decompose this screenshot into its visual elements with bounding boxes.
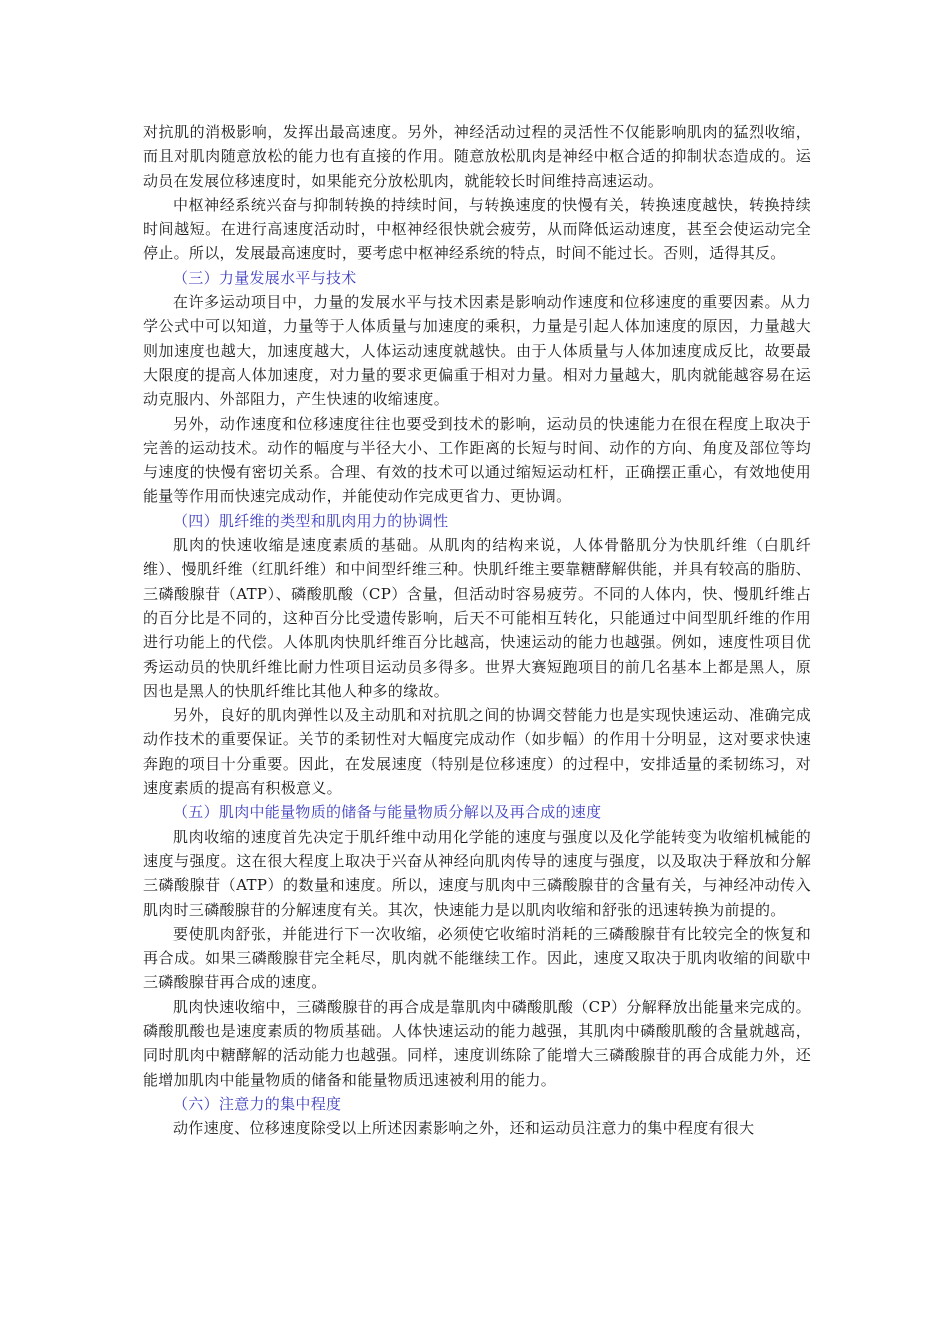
section-heading: （五）肌肉中能量物质的储备与能量物质分解以及再合成的速度 [173, 803, 602, 822]
paragraph: 动作速度、位移速度除受以上所述因素影响之外，还和运动员注意力的集中程度有很大 [173, 1119, 755, 1138]
section-heading: （三）力量发展水平与技术 [173, 268, 357, 287]
paragraph: 肌肉快速收缩中，三磷酸腺苷的再合成是靠肌肉中磷酸肌酸（CP）分解释放出能量来完成的。磷酸肌酸也是速度素质的物质基础。人体快速运动的能力越强，其肌肉中磷酸肌酸的含量就越高，同时肌肉中糖酵解的活动能力也越强。同样，速度训练除了能增大三磷酸腺苷的再合成能力外，还能增加肌肉中能量物质的储备和能量物质迅速被利用的能力。 [143, 997, 811, 1089]
paragraph: 要使肌肉舒张，并能进行下一次收缩，必须使它收缩时消耗的三磷酸腺苷有比较完全的恢复和再合成。如果三磷酸腺苷完全耗尽，肌肉就不能继续工作。因此，速度又取决于肌肉收缩的间歇中三磷酸腺苷再合成的速度。 [143, 924, 811, 992]
paragraph: 肌肉的快速收缩是速度素质的基础。从肌肉的结构来说，人体骨骼肌分为快肌纤维（白肌纤维）、慢肌纤维（红肌纤维）和中间型纤维三种。快肌纤维主要靠糖酵解供能，并具有较高的脂肪、三磷酸腺苷（ATP）、磷酸肌酸（CP）含量，但活动时容易疲劳。不同的人体内，快、慢肌纤维占的百分比是不同的，这种百分比受遗传影响，后天不可能相互转化，只能通过中间型肌纤维的作用进行功能上的代偿。人体肌肉快肌纤维百分比越高，快速运动的能力也越强。例如，速度性项目优秀运动员的快肌纤维比耐力性项目运动员多得多。世界大赛短跑项目的前几名基本上都是黑人，原因也是黑人的快肌纤维比其他人种多的缘故。 [143, 536, 811, 700]
paragraph: 另外，动作速度和位移速度往往也要受到技术的影响，运动员的快速能力在很在程度上取决于完善的运动技术。动作的幅度与半径大小、工作距离的长短与时间、动作的方向、角度及部位等均与速度的快慢有密切关系。合理、有效的技术可以通过缩短运动杠杆，正确摆正重心，有效地使用能量等作用而快速完成动作，并能使动作完成更省力、更协调。 [143, 414, 811, 506]
document-body [143, 120, 811, 1140]
paragraph: 另外，良好的肌肉弹性以及主动肌和对抗肌之间的协调交替能力也是实现快速运动、准确完成动作技术的重要保证。关节的柔韧性对大幅度完成动作（如步幅）的作用十分明显，这对要求快速奔跑的项目十分重要。因此，在发展速度（特别是位移速度）的过程中，安排适量的柔韧练习，对速度素质的提高有积极意义。 [143, 706, 811, 798]
paragraph: 在许多运动项目中，力量的发展水平与技术因素是影响动作速度和位移速度的重要因素。从力学公式中可以知道，力量等于人体质量与加速度的乘积，力量是引起人体加速度的原因，力量越大则加速度也越大，加速度越大，人体运动速度就越快。由于人体质量与人体加速度成反比，故要最大限度的提高人体加速度，对力量的要求更偏重于相对力量。相对力量越大，肌肉就能越容易在运动克服内、外部阻力，产生快速的收缩速度。 [143, 293, 811, 409]
section-heading: （四）肌纤维的类型和肌肉用力的协调性 [173, 511, 449, 530]
paragraph: 对抗肌的消极影响，发挥出最高速度。另外，神经活动过程的灵活性不仅能影响肌肉的猛烈收缩，而且对肌肉随意放松的能力也有直接的作用。随意放松肌肉是神经中枢合适的抑制状态造成的。运动员在发展位移速度时，如果能充分放松肌肉，就能较长时间维持高速运动。 [143, 123, 811, 190]
paragraph: 中枢神经系统兴奋与抑制转换的持续时间，与转换速度的快慢有关，转换速度越快，转换持续时间越短。在进行高速度活动时，中枢神经很快就会疲劳，从而降低运动速度，甚至会使运动完全停止。所以，发展最高速度时，要考虑中枢神经系统的特点，时间不能过长。否则，适得其反。 [143, 195, 811, 263]
section-heading: （六）注意力的集中程度 [173, 1094, 342, 1113]
paragraph: 肌肉收缩的速度首先决定于肌纤维中动用化学能的速度与强度以及化学能转变为收缩机械能的速度与强度。这在很大程度上取决于兴奋从神经向肌肉传导的速度与强度，以及取决于释放和分解三磷酸腺苷（ATP）的数量和速度。所以，速度与肌肉中三磷酸腺苷的含量有关，与神经冲动传入肌肉时三磷酸腺苷的分解速度有关。其次，快速能力是以肌肉收缩和舒张的迅速转换为前提的。 [143, 827, 811, 919]
